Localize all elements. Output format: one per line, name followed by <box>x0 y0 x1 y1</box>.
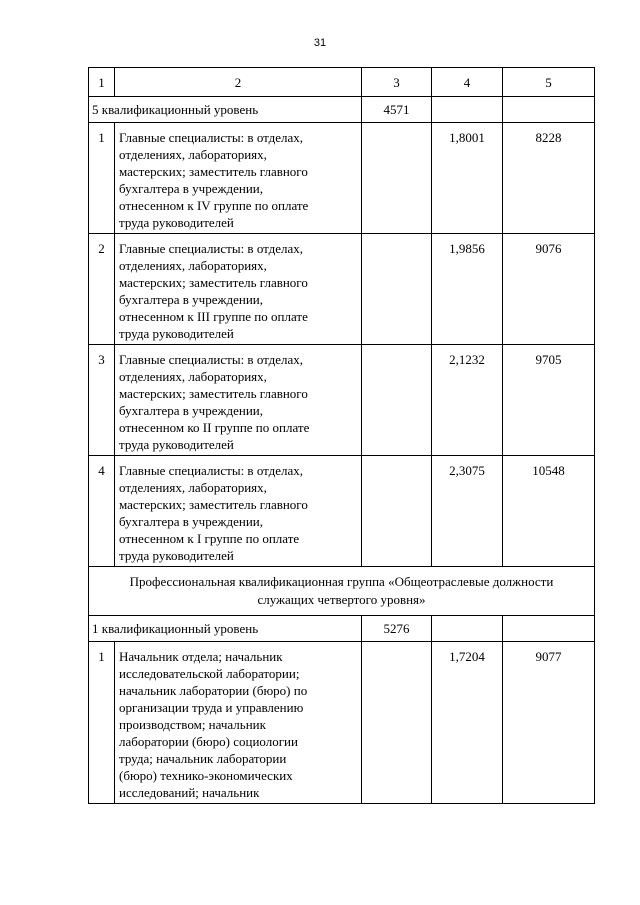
empty-cell <box>432 97 503 123</box>
description-line: (бюро) технико-экономических <box>119 768 293 783</box>
empty-cell <box>432 616 503 642</box>
group-title-line: Профессиональная квалификационная группа «Общеотраслевые должности <box>129 574 554 589</box>
description-line: лаборатории (бюро) социологии <box>119 734 298 749</box>
coefficient: 2,1232 <box>432 345 503 456</box>
header-cell: 2 <box>115 68 362 97</box>
table-row <box>89 456 595 567</box>
description-line: бухгалтера в учреждении, <box>119 181 263 196</box>
description-line: труда руководителей <box>119 326 234 341</box>
coefficient: 1,7204 <box>432 642 503 804</box>
row-number: 1 <box>89 642 115 804</box>
position-description <box>115 642 362 804</box>
header-cell: 5 <box>503 68 595 97</box>
description-line: труда руководителей <box>119 215 234 230</box>
description-line: отделениях, лабораториях, <box>119 480 267 495</box>
table-row <box>89 234 595 345</box>
empty-cell <box>362 123 432 234</box>
description-line: начальник лаборатории (бюро) по <box>119 683 308 698</box>
qualification-level-row <box>89 616 595 642</box>
row-number: 1 <box>89 123 115 234</box>
description-line: исследований; начальник <box>119 785 260 800</box>
salary-table <box>88 67 595 804</box>
qualification-level-base-salary: 4571 <box>362 97 432 123</box>
description-line: мастерских; заместитель главного <box>119 386 308 401</box>
salary: 9077 <box>503 642 595 804</box>
description-line: отнесенном к I группе по оплате <box>119 531 300 546</box>
position-description <box>115 456 362 567</box>
position-description <box>115 234 362 345</box>
description-line: производством; начальник <box>119 717 266 732</box>
description-line: Начальник отдела; начальник <box>119 649 283 664</box>
description-line: отнесенном к IV группе по оплате <box>119 198 309 213</box>
description-line: бухгалтера в учреждении, <box>119 292 263 307</box>
position-description <box>115 123 362 234</box>
description-line: отделениях, лабораториях, <box>119 258 267 273</box>
description-line: организации труда и управлению <box>119 700 304 715</box>
row-number: 4 <box>89 456 115 567</box>
qualification-level-base-salary: 5276 <box>362 616 432 642</box>
empty-cell <box>362 642 432 804</box>
empty-cell <box>503 616 595 642</box>
salary: 10548 <box>503 456 595 567</box>
empty-cell <box>362 234 432 345</box>
description-line: мастерских; заместитель главного <box>119 275 308 290</box>
row-number: 3 <box>89 345 115 456</box>
description-line: бухгалтера в учреждении, <box>119 514 263 529</box>
header-cell: 3 <box>362 68 432 97</box>
qualification-level-label: 1 квалификационный уровень <box>89 616 362 642</box>
professional-group-row <box>89 567 595 616</box>
coefficient: 2,3075 <box>432 456 503 567</box>
salary: 8228 <box>503 123 595 234</box>
description-line: бухгалтера в учреждении, <box>119 403 263 418</box>
empty-cell <box>503 97 595 123</box>
header-cell: 4 <box>432 68 503 97</box>
table-row <box>89 345 595 456</box>
description-line: труда; начальник лаборатории <box>119 751 287 766</box>
salary: 9076 <box>503 234 595 345</box>
description-line: отделениях, лабораториях, <box>119 369 267 384</box>
qualification-level-label: 5 квалификационный уровень <box>89 97 362 123</box>
empty-cell <box>362 345 432 456</box>
description-line: труда руководителей <box>119 437 234 452</box>
description-line: труда руководителей <box>119 548 234 563</box>
description-line: отнесенном ко II группе по оплате <box>119 420 310 435</box>
description-line: Главные специалисты: в отделах, <box>119 130 304 145</box>
description-line: отделениях, лабораториях, <box>119 147 267 162</box>
position-description <box>115 345 362 456</box>
description-line: Главные специалисты: в отделах, <box>119 241 304 256</box>
description-line: мастерских; заместитель главного <box>119 497 308 512</box>
description-line: Главные специалисты: в отделах, <box>119 463 304 478</box>
group-title-line: служащих четвертого уровня» <box>257 592 426 607</box>
description-line: исследовательской лаборатории; <box>119 666 300 681</box>
qualification-level-row <box>89 97 595 123</box>
table-row <box>89 123 595 234</box>
description-line: Главные специалисты: в отделах, <box>119 352 304 367</box>
header-cell: 1 <box>89 68 115 97</box>
coefficient: 1,8001 <box>432 123 503 234</box>
professional-group-title <box>89 567 595 616</box>
description-line: отнесенном к III группе по оплате <box>119 309 308 324</box>
table-row <box>89 642 595 804</box>
description-line: мастерских; заместитель главного <box>119 164 308 179</box>
table-header-row <box>89 68 595 97</box>
page-number: 31 <box>313 37 327 49</box>
row-number: 2 <box>89 234 115 345</box>
coefficient: 1,9856 <box>432 234 503 345</box>
salary: 9705 <box>503 345 595 456</box>
empty-cell <box>362 456 432 567</box>
